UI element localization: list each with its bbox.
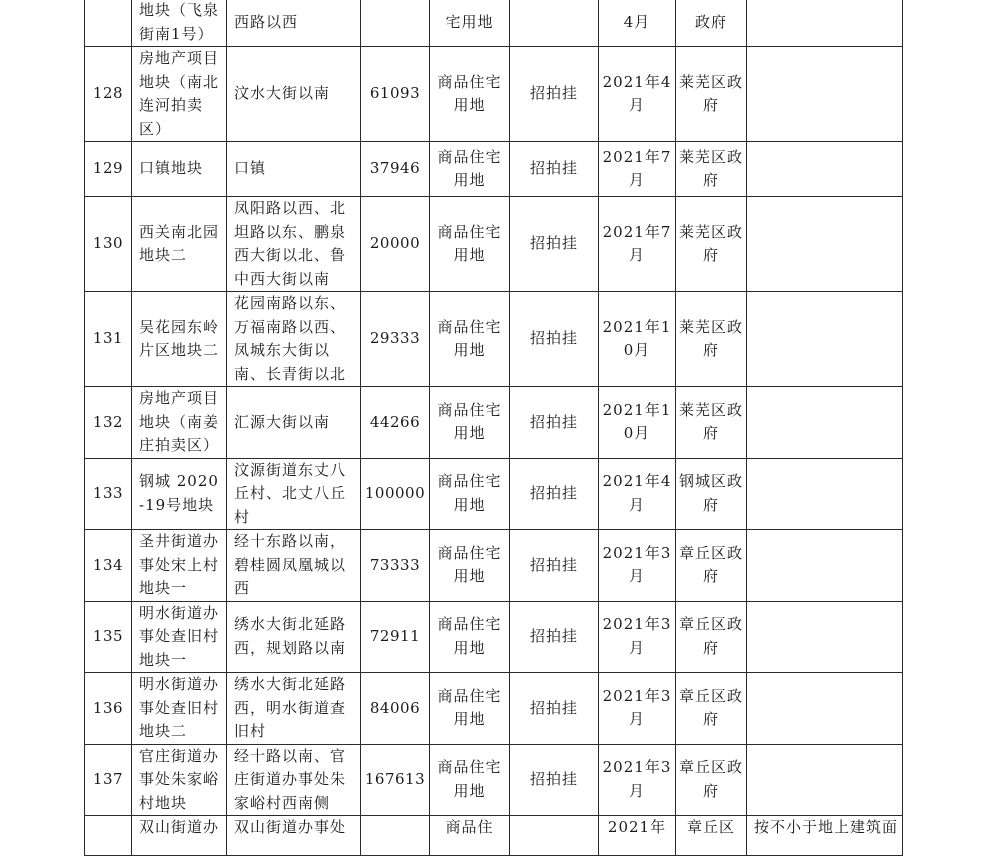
responsible-org: 章丘区	[676, 816, 747, 856]
parcel-area: 100000	[361, 458, 430, 530]
responsible-org: 莱芜区政府	[676, 142, 747, 197]
parcel-name: 吴花园东岭片区地块二	[132, 292, 227, 387]
land-use: 商品住宅用地	[430, 673, 510, 745]
planned-date: 2021年3月	[599, 673, 676, 745]
transfer-method	[510, 816, 599, 856]
row-number: 135	[85, 601, 132, 673]
remarks	[747, 673, 903, 745]
planned-date: 2021年7月	[599, 142, 676, 197]
row-number: 136	[85, 673, 132, 745]
remarks	[747, 387, 903, 459]
responsible-org: 章丘区政府	[676, 673, 747, 745]
parcel-location: 汶水大街以南	[227, 47, 361, 142]
planned-date: 4月	[599, 0, 676, 47]
parcel-name: 明水街道办事处查旧村地块一	[132, 601, 227, 673]
parcel-name: 圣井街道办事处宋上村地块一	[132, 530, 227, 602]
planned-date: 2021年7月	[599, 197, 676, 292]
parcel-location: 花园南路以东、万福南路以西、凤城东大街以南、长青街以北	[227, 292, 361, 387]
table-row	[85, 673, 903, 745]
row-number: 128	[85, 47, 132, 142]
parcel-location: 经十路以南、官庄街道办事处朱家峪村西南侧	[227, 744, 361, 816]
parcel-name: 房地产项目地块（南北连河拍卖区）	[132, 47, 227, 142]
remarks	[747, 47, 903, 142]
transfer-method: 招拍挂	[510, 601, 599, 673]
remarks	[747, 458, 903, 530]
planned-date: 2021年10月	[599, 387, 676, 459]
table-row	[85, 292, 903, 387]
parcel-name: 房地产项目地块（南姜庄拍卖区）	[132, 387, 227, 459]
land-use: 商品住宅用地	[430, 744, 510, 816]
land-use: 宅用地	[430, 0, 510, 47]
responsible-org: 章丘区政府	[676, 744, 747, 816]
parcel-name: 双山街道办	[132, 816, 227, 856]
transfer-method: 招拍挂	[510, 197, 599, 292]
land-use: 商品住	[430, 816, 510, 856]
table-row	[85, 197, 903, 292]
remarks	[747, 530, 903, 602]
land-use: 商品住宅用地	[430, 458, 510, 530]
parcel-name: 明水街道办事处查旧村地块二	[132, 673, 227, 745]
transfer-method: 招拍挂	[510, 530, 599, 602]
table-row	[85, 530, 903, 602]
responsible-org: 莱芜区政府	[676, 387, 747, 459]
row-number: 133	[85, 458, 132, 530]
land-use: 商品住宅用地	[430, 197, 510, 292]
parcel-name: 钢城 2020-19号地块	[132, 458, 227, 530]
parcel-area: 37946	[361, 142, 430, 197]
row-number	[85, 816, 132, 856]
table-body	[85, 0, 903, 856]
row-number: 132	[85, 387, 132, 459]
transfer-method: 招拍挂	[510, 292, 599, 387]
responsible-org: 政府	[676, 0, 747, 47]
table-row	[85, 0, 903, 47]
remarks	[747, 601, 903, 673]
parcel-location: 绣水大街北延路西，规划路以南	[227, 601, 361, 673]
planned-date: 2021年	[599, 816, 676, 856]
transfer-method: 招拍挂	[510, 47, 599, 142]
row-number: 129	[85, 142, 132, 197]
parcel-location: 双山街道办事处	[227, 816, 361, 856]
row-number: 134	[85, 530, 132, 602]
land-use: 商品住宅用地	[430, 292, 510, 387]
parcel-area	[361, 0, 430, 47]
parcel-area: 73333	[361, 530, 430, 602]
land-use: 商品住宅用地	[430, 387, 510, 459]
table-row	[85, 47, 903, 142]
table-row	[85, 744, 903, 816]
responsible-org: 莱芜区政府	[676, 292, 747, 387]
transfer-method: 招拍挂	[510, 744, 599, 816]
land-use: 商品住宅用地	[430, 530, 510, 602]
parcel-area: 29333	[361, 292, 430, 387]
transfer-method	[510, 0, 599, 47]
parcel-area: 61093	[361, 47, 430, 142]
parcel-name: 西关南北园地块二	[132, 197, 227, 292]
row-number: 130	[85, 197, 132, 292]
planned-date: 2021年3月	[599, 601, 676, 673]
planned-date: 2021年3月	[599, 744, 676, 816]
row-number: 131	[85, 292, 132, 387]
transfer-method: 招拍挂	[510, 458, 599, 530]
responsible-org: 章丘区政府	[676, 530, 747, 602]
land-use: 商品住宅用地	[430, 47, 510, 142]
row-number: 137	[85, 744, 132, 816]
planned-date: 2021年3月	[599, 530, 676, 602]
remarks: 按不小于地上建筑面	[747, 816, 903, 856]
parcel-name: 官庄街道办事处朱家峪村地块	[132, 744, 227, 816]
land-parcel-table	[84, 0, 903, 856]
table-row	[85, 142, 903, 197]
parcel-area	[361, 816, 430, 856]
row-number	[85, 0, 132, 47]
parcel-location: 经十东路以南，碧桂圆凤凰城以西	[227, 530, 361, 602]
parcel-location: 西路以西	[227, 0, 361, 47]
parcel-area: 84006	[361, 673, 430, 745]
transfer-method: 招拍挂	[510, 142, 599, 197]
responsible-org: 莱芜区政府	[676, 197, 747, 292]
remarks	[747, 292, 903, 387]
parcel-area: 167613	[361, 744, 430, 816]
parcel-name: 口镇地块	[132, 142, 227, 197]
responsible-org: 莱芜区政府	[676, 47, 747, 142]
transfer-method: 招拍挂	[510, 387, 599, 459]
remarks	[747, 142, 903, 197]
parcel-location: 汇源大街以南	[227, 387, 361, 459]
parcel-location: 口镇	[227, 142, 361, 197]
planned-date: 2021年4月	[599, 47, 676, 142]
remarks	[747, 0, 903, 47]
parcel-area: 72911	[361, 601, 430, 673]
remarks	[747, 197, 903, 292]
responsible-org: 章丘区政府	[676, 601, 747, 673]
planned-date: 2021年4月	[599, 458, 676, 530]
parcel-name: 地块（飞泉街南1号）	[132, 0, 227, 47]
table-row	[85, 458, 903, 530]
parcel-area: 44266	[361, 387, 430, 459]
table-row	[85, 601, 903, 673]
table-row	[85, 387, 903, 459]
remarks	[747, 744, 903, 816]
land-use: 商品住宅用地	[430, 142, 510, 197]
parcel-location: 绣水大街北延路西，明水街道查旧村	[227, 673, 361, 745]
responsible-org: 钢城区政府	[676, 458, 747, 530]
parcel-area: 20000	[361, 197, 430, 292]
transfer-method: 招拍挂	[510, 673, 599, 745]
land-use: 商品住宅用地	[430, 601, 510, 673]
parcel-location: 汶源街道东丈八丘村、北丈八丘村	[227, 458, 361, 530]
planned-date: 2021年10月	[599, 292, 676, 387]
parcel-location: 凤阳路以西、北坦路以东、鹏泉西大街以北、鲁中西大街以南	[227, 197, 361, 292]
table-row	[85, 816, 903, 856]
